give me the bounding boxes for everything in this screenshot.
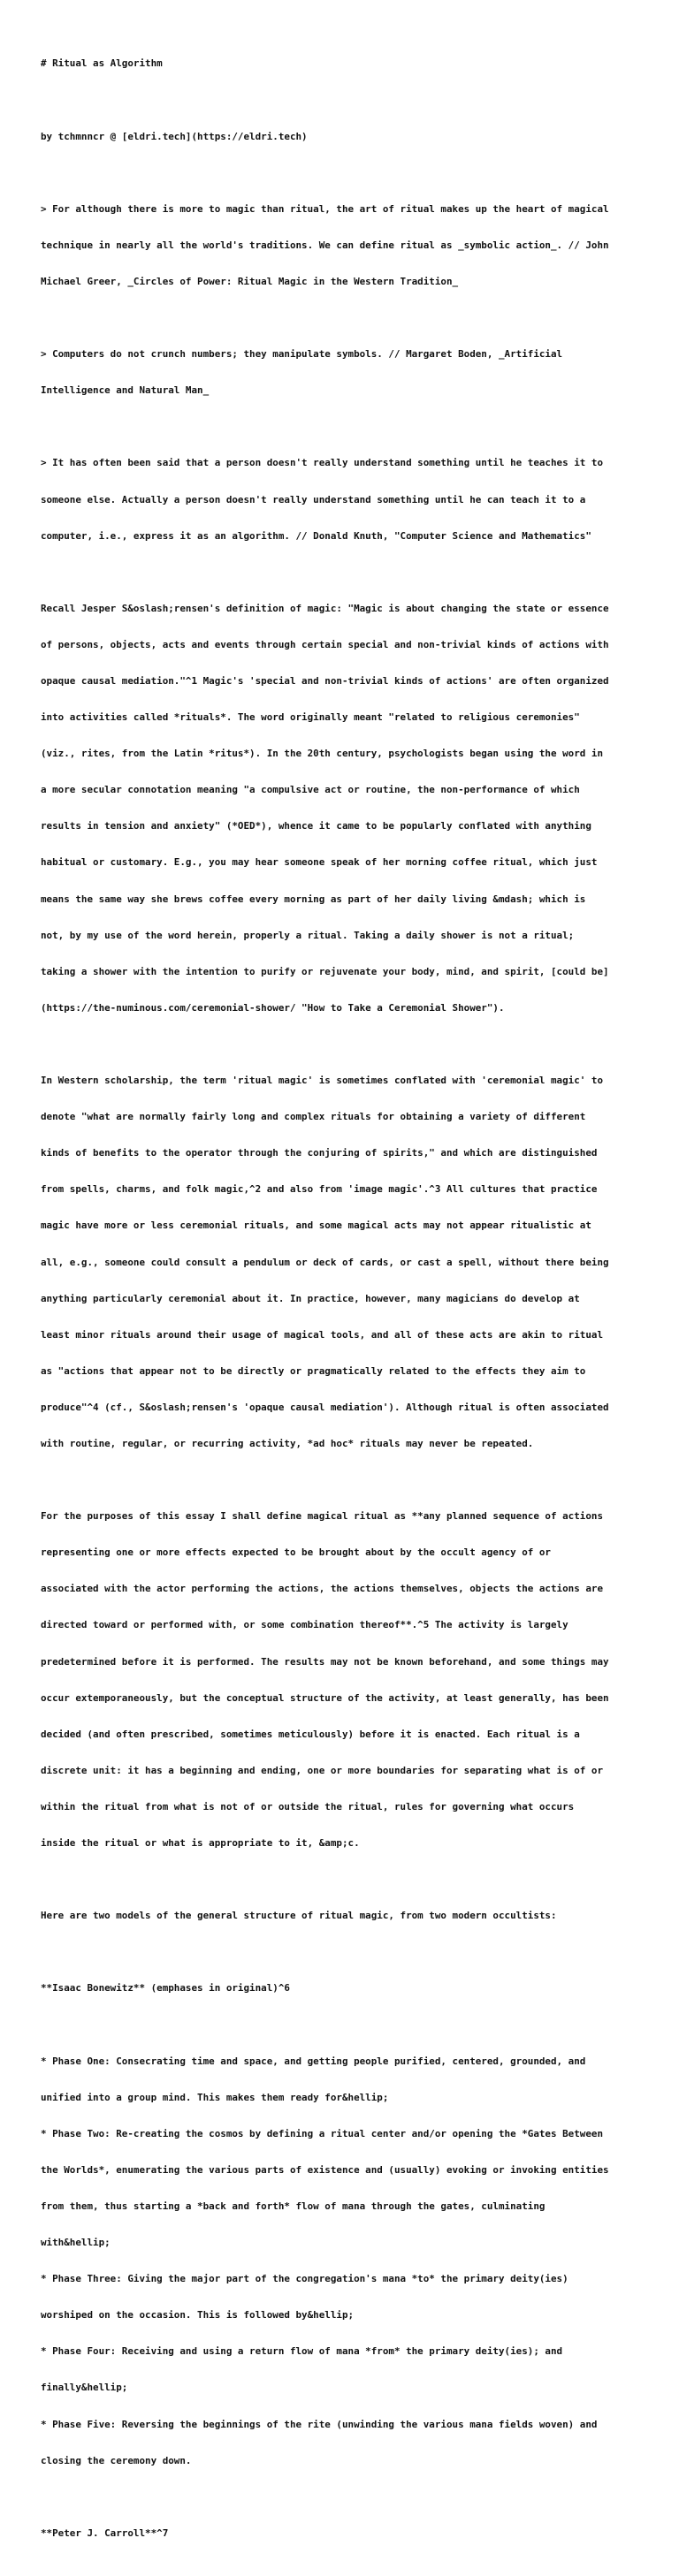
text-line: kinds of benefits to the operator through the conjuring of spirits," and which are distinguished [41, 1147, 598, 1159]
list-item: unified into a group mind. This makes them ready for&hellip; [41, 2091, 389, 2103]
text-line: not, by my use of the word herein, properly a ritual. Taking a daily shower is not a ritual; [41, 929, 575, 941]
text-line: all, e.g., someone could consult a pendulum or deck of cards, or cast a spell, without there being [41, 1256, 609, 1268]
list-item: * Phase Five: Reversing the beginnings of the rite (unwinding the various mana fields woven) and [41, 2418, 598, 2430]
document-title [41, 34, 651, 95]
text-line: results in tension and anxiety" (*OED*), whence it came to be popularly conflated with anything [41, 820, 591, 832]
text-line: > It has often been said that a person doesn't really understand something until he teaches it to [41, 457, 604, 469]
text-line: Recall Jesper S&oslash;rensen's definition of magic: "Magic is about changing the state or essence [41, 602, 609, 614]
heading-text: **Peter J. Carroll**^7 [41, 2527, 169, 2539]
epigraph-greer [41, 179, 651, 312]
text-line: produce"^4 (cf., S&oslash;rensen's 'opaque causal mediation'). Although ritual is often associated [41, 1401, 609, 1413]
byline [41, 106, 651, 167]
heading-text: **Isaac Bonewitz** (emphases in original)^6 [41, 1982, 290, 1995]
byline-text: by tchmnncr @ [eldri.tech](https://eldri.tech) [41, 130, 308, 142]
phase-list [41, 2031, 651, 2491]
text-line: directed toward or performed with, or some combination thereof**.^5 The activity is largely [41, 1619, 568, 1631]
text-line: In Western scholarship, the term 'ritual magic' is sometimes conflated with 'ceremonial magic' to [41, 1075, 604, 1087]
text-line: decided (and often prescribed, sometimes meticulously) before it is enacted. Each ritual is a [41, 1728, 580, 1740]
text-line: a more secular connotation meaning "a compulsive act or routine, the non-performance of which [41, 784, 580, 796]
list-item: finally&hellip; [41, 2382, 128, 2394]
paragraph-sorensen [41, 578, 651, 1038]
document-page [41, 34, 651, 2576]
text-line: (viz., rites, from the Latin *ritus*). In the 20th century, psychologists began using the word in [41, 748, 604, 760]
heading-bonewitz [41, 1958, 651, 2019]
list-item: * Phase One: Consecrating time and space, and getting people purified, centered, grounded, and [41, 2055, 586, 2067]
text-line: denote "what are normally fairly long and complex rituals for obtaining a variety of different [41, 1111, 586, 1123]
text-line: opaque causal mediation."^1 Magic's 'special and non-trivial kinds of actions' are often organized [41, 675, 609, 687]
list-item: * Phase Three: Giving the major part of the congregation's mana *to* the primary deity(ies) [41, 2273, 568, 2285]
text-line: predetermined before it is performed. The results may not be known beforehand, and some things may [41, 1655, 609, 1668]
paragraph-definition [41, 1486, 651, 1873]
list-item: closing the ceremony down. [41, 2454, 192, 2466]
title-line: # Ritual as Algorithm [41, 57, 163, 70]
text-line: discrete unit: it has a beginning and ending, one or more boundaries for separating what is of or [41, 1764, 604, 1776]
list-item: worshiped on the occasion. This is followed by&hellip; [41, 2309, 355, 2321]
text-line: anything particularly ceremonial about it. In practice, however, many magicians do develop at [41, 1292, 580, 1304]
list-item: with&hellip; [41, 2237, 111, 2249]
paragraph-western-scholarship [41, 1051, 651, 1474]
text-line: associated with the actor performing the actions, the actions themselves, objects the actions are [41, 1583, 604, 1595]
text-line: Intelligence and Natural Man_ [41, 384, 210, 397]
list-item: * Phase Four: Receiving and using a return flow of mana *from* the primary deity(ies); and [41, 2345, 563, 2358]
text-line: taking a shower with the intention to purify or rejuvenate your body, mind, and spirit, [could be] [41, 965, 609, 977]
text-line: inside the ritual or what is appropriate to it, &amp;c. [41, 1837, 360, 1849]
text-line: representing one or more effects expected to be brought about by the occult agency of or [41, 1546, 551, 1559]
text-line: magic have more or less ceremonial rituals, and some magical acts may not appear ritualistic at [41, 1220, 591, 1232]
epigraph-boden [41, 324, 651, 422]
text-line: means the same way she brews coffee every morning as part of her daily living &mdash; which is [41, 893, 586, 905]
text-line: with routine, regular, or recurring activity, *ad hoc* rituals may never be repeated. [41, 1437, 534, 1449]
text-line: into activities called *rituals*. The word originally meant "related to religious ceremonies" [41, 711, 580, 724]
text-line: from spells, charms, and folk magic,^2 and also from 'image magic'.^3 All cultures that practice [41, 1183, 598, 1196]
epigraph-knuth [41, 433, 651, 566]
list-item: from them, thus starting a *back and forth* flow of mana through the gates, culminating [41, 2200, 545, 2212]
list-item: * Phase Two: Re-creating the cosmos by defining a ritual center and/or opening the *Gates Between [41, 2127, 604, 2139]
text-line: as "actions that appear not to be directly or pragmatically related to the effects they aim to [41, 1364, 586, 1377]
text-line: Here are two models of the general structure of ritual magic, from two modern occultists: [41, 1910, 557, 1922]
text-line: computer, i.e., express it as an algorithm. // Donald Knuth, "Computer Science and Mathematics" [41, 529, 591, 542]
heading-carroll [41, 2503, 651, 2564]
text-line: > For although there is more to magic than ritual, the art of ritual makes up the heart of magical [41, 202, 609, 215]
text-line: of persons, objects, acts and events through certain special and non-trivial kinds of actions with [41, 638, 609, 650]
text-line: within the ritual from what is not of or outside the ritual, rules for governing what occurs [41, 1800, 575, 1812]
text-line: occur extemporaneously, but the conceptual structure of the activity, at least generally, has been [41, 1691, 609, 1704]
list-item: the Worlds*, enumerating the various parts of existence and (usually) evoking or invoking entities [41, 2163, 609, 2176]
paragraph-models-intro [41, 1886, 651, 1947]
text-line: Michael Greer, _Circles of Power: Ritual Magic in the Western Tradition_ [41, 275, 459, 287]
text-line: habitual or customary. E.g., you may hear someone speak of her morning coffee ritual, which just [41, 856, 598, 869]
text-line: (https://the-numinous.com/ceremonial-shower/ "How to Take a Ceremonial Shower"). [41, 1001, 505, 1014]
text-line: someone else. Actually a person doesn't really understand something until he can teach it to a [41, 493, 586, 505]
text-line: least minor rituals around their usage of magical tools, and all of these acts are akin to ritual [41, 1328, 604, 1341]
text-line: > Computers do not crunch numbers; they manipulate symbols. // Margaret Boden, _Artificial [41, 348, 563, 361]
text-line: technique in nearly all the world's traditions. We can define ritual as _symbolic action_. // John [41, 239, 609, 251]
text-line: For the purposes of this essay I shall define magical ritual as **any planned sequence of actions [41, 1510, 604, 1523]
